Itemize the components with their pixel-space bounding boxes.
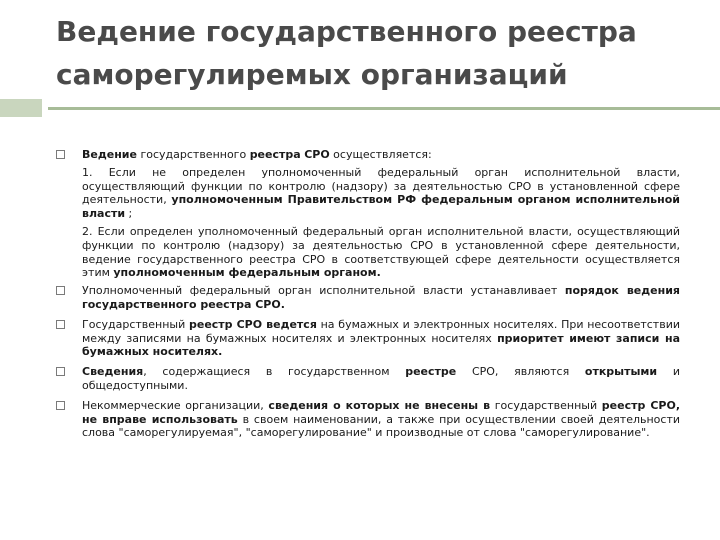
slide-title xyxy=(56,10,696,96)
item-4-bold: открытыми xyxy=(584,365,658,379)
item-5-text: Некоммерческие организации, xyxy=(82,398,269,412)
square-bullet-icon xyxy=(56,401,65,410)
item-4-text: и общедоступными. xyxy=(82,365,680,392)
item-5-text: государственный xyxy=(490,398,602,412)
list-item-registry-procedure xyxy=(56,284,680,312)
item-5-bold: реестр СРО, не вправе использовать xyxy=(82,398,681,426)
square-bullet-icon xyxy=(56,150,65,159)
item-2-text: Уполномоченный федеральный орган исполнительной власти устанавливает xyxy=(82,284,565,298)
item-3-text: Государственный xyxy=(82,317,189,331)
sub-item-1 xyxy=(56,166,680,221)
item-4-bold: Сведения xyxy=(82,365,144,379)
slide-content xyxy=(56,148,680,440)
sub-item-1-text: 1. Если не определен уполномоченный федеральный орган исполнительной власти, осуществляющий функции по контролю (надзору) за деятельностью СРО в установленной сфере деятельности, xyxy=(82,165,680,207)
list-item-registry-maintenance xyxy=(56,148,680,162)
item-5-bold: сведения о которых не внесены в xyxy=(268,398,491,412)
divider-line xyxy=(48,107,720,110)
intro-text: осуществляется: xyxy=(329,148,432,161)
item-3-text: на бумажных и электронных носителях. При несоответствии между записями на бумажных носителях и электронных носителях xyxy=(82,317,680,345)
sub-item-2-bold: уполномоченным федеральным органом. xyxy=(113,266,381,280)
list-item-registry-openness xyxy=(56,365,680,393)
intro-text-bold: Ведение xyxy=(82,148,137,161)
item-3-bold: реестр СРО ведется xyxy=(188,317,317,331)
sub-item-1-bold: уполномоченным Правительством РФ федеральным органом исполнительной власти xyxy=(82,193,680,221)
intro-text-bold: СРО xyxy=(304,148,330,161)
sub-item-2 xyxy=(56,225,680,280)
item-4-text: , содержащиеся в государственном xyxy=(143,365,406,379)
list-item-registry-media xyxy=(56,318,680,359)
slide-title-line-1: Ведение государственного реестра xyxy=(56,15,637,48)
slide-title-line-2: саморегулиремых организаций xyxy=(56,58,568,91)
sub-item-1-text: ; xyxy=(125,207,133,221)
list-item-naming-restriction xyxy=(56,399,680,440)
intro-text-bold: реестра xyxy=(249,148,301,161)
title-divider xyxy=(0,99,720,119)
item-2-bold: порядок ведения государственного реестра СРО. xyxy=(82,284,680,311)
square-bullet-icon xyxy=(56,320,65,329)
item-4-text: СРО, являются xyxy=(456,365,585,379)
item-4-bold: реестре xyxy=(405,365,457,379)
intro-text: государственного xyxy=(136,148,250,161)
sub-item-2-text: 2. Если определен уполномоченный федеральный орган исполнительной власти, осуществляющий функции по контролю (надзору) за деятельностью СРО в установленной сфере деятельности, ведение государственного реестра СРО в соответствующей сфере деятельности осуществляется этим xyxy=(82,224,680,280)
item-3-bold: приоритет имеют записи на бумажных носителях. xyxy=(82,331,680,359)
item-5-text: в своем наименовании, а также при осуществлении своей деятельности слова "саморегулируемая", "саморегулирование" и производные от слова "саморегулирование". xyxy=(82,412,681,440)
divider-square xyxy=(0,99,42,117)
square-bullet-icon xyxy=(56,286,65,295)
square-bullet-icon xyxy=(56,367,65,376)
